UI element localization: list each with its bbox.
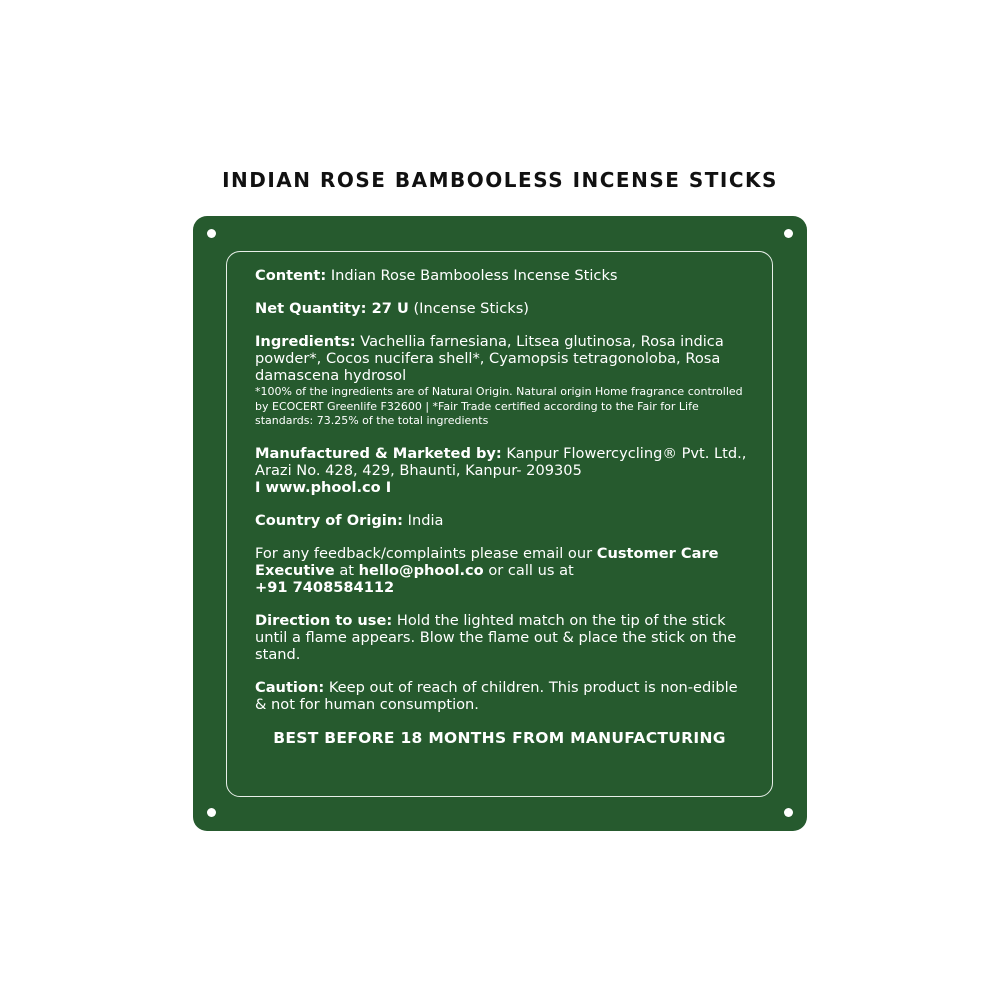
content-value: Indian Rose Bambooless Incense Sticks: [326, 267, 618, 284]
content-section: [255, 267, 748, 284]
email-link[interactable]: hello@phool.co: [358, 561, 484, 579]
caution-value: Keep out of reach of children. This product is non-edible & not for human consumption.: [255, 678, 738, 713]
page-title: INDIAN ROSE BAMBOOLESS INCENSE STICKS: [222, 168, 778, 192]
ingredients-section: [255, 333, 748, 429]
origin-label: Country of Origin:: [255, 511, 404, 529]
corner-dot-icon: [207, 229, 216, 238]
origin-section: [255, 512, 748, 529]
net-quantity-label: Net Quantity: 27 U: [255, 300, 409, 317]
origin-value: India: [403, 511, 444, 529]
corner-dot-icon: [784, 229, 793, 238]
direction-value: Hold the lighted match on the tip of the stick until a flame appears. Blow the flame out & place the stick on the stand.: [255, 611, 737, 663]
ingredients-note: *100% of the ingredients are of Natural Origin. Natural origin Home fragrance controlled by ECOCERT Greenlife F32600 | *Fair Trade certified according to the Fair for Life standards: 73.25% of the total ingredients: [255, 385, 743, 427]
corner-dot-icon: [207, 808, 216, 817]
phone-number[interactable]: +91 7408584112: [255, 578, 395, 596]
manufacturer-section: [255, 445, 748, 496]
label-inner-frame: [226, 251, 773, 797]
content-label: Content:: [255, 267, 327, 284]
customer-care-text: Customer Care Executive: [255, 544, 719, 579]
feedback-text-1: For any feedback/complaints please email our: [255, 544, 597, 562]
direction-section: [255, 612, 748, 663]
ingredients-label: Ingredients:: [255, 333, 356, 350]
net-quantity-section: [255, 300, 748, 317]
caution-label: Caution:: [255, 678, 325, 696]
label-panel: [193, 216, 807, 831]
best-before-text: BEST BEFORE 18 MONTHS FROM MANUFACTURING: [273, 728, 726, 747]
manufacturer-value: Kanpur Flowercycling® Pvt. Ltd., Arazi No. 428, 429, Bhaunti, Kanpur- 209305: [255, 444, 747, 479]
direction-label: Direction to use:: [255, 611, 393, 629]
feedback-section: [255, 545, 748, 596]
caution-section: [255, 679, 748, 713]
manufacturer-label: Manufactured & Marketed by:: [255, 444, 502, 462]
feedback-text-3: or call us at: [483, 561, 574, 579]
corner-dot-icon: [784, 808, 793, 817]
net-quantity-value: (Incense Sticks): [408, 300, 529, 317]
feedback-text-2: at: [334, 561, 359, 579]
ingredients-value: Vachellia farnesiana, Litsea glutinosa, Rosa indica powder*, Cocos nucifera shell*, Cyamopsis tetragonoloba, Rosa damascena hydrosol: [255, 333, 724, 384]
website-link[interactable]: [255, 479, 748, 496]
website-text: I www.phool.co I: [255, 478, 392, 496]
